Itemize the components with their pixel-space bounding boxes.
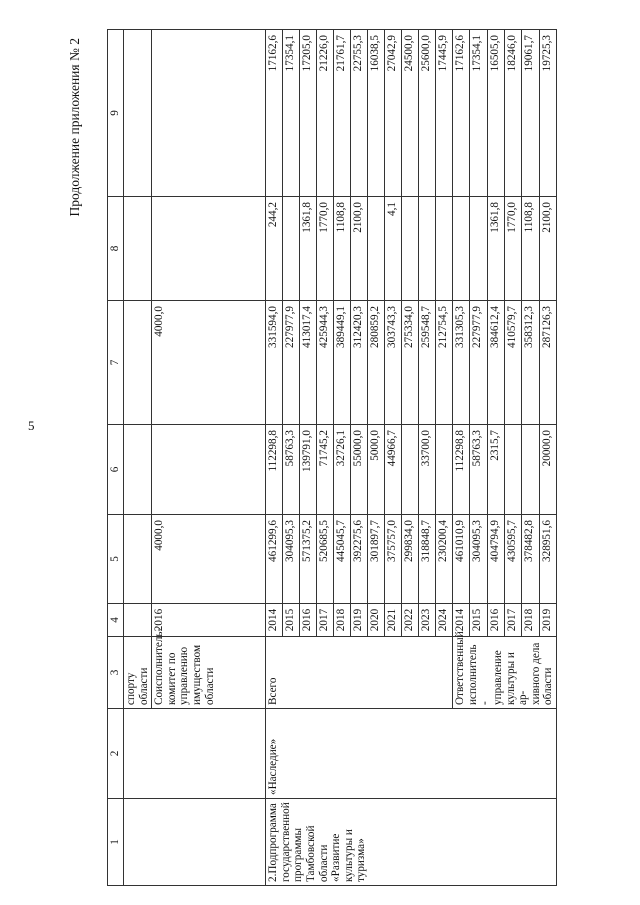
year-cell: 2016 bbox=[487, 604, 504, 637]
value-cell: 17205,0 bbox=[300, 30, 317, 197]
value-cell bbox=[505, 425, 522, 515]
value-cell: 5000,0 bbox=[368, 425, 385, 515]
value-cell: 303743,3 bbox=[385, 301, 402, 425]
value-cell: 21226,0 bbox=[317, 30, 334, 197]
value-cell: 1770,0 bbox=[317, 197, 334, 301]
value-cell: 312420,3 bbox=[351, 301, 368, 425]
value-cell: 287126,3 bbox=[539, 301, 556, 425]
value-cell: 425944,3 bbox=[317, 301, 334, 425]
value-cell bbox=[124, 197, 152, 301]
value-cell: 17445,9 bbox=[436, 30, 453, 197]
value-cell: 4,1 bbox=[385, 197, 402, 301]
value-cell: 21761,7 bbox=[334, 30, 351, 197]
value-cell: 212754,5 bbox=[436, 301, 453, 425]
column-number-row bbox=[108, 30, 124, 886]
value-cell: 392275,6 bbox=[351, 515, 368, 604]
column-number: 2 bbox=[108, 709, 124, 799]
table-row bbox=[266, 30, 283, 886]
value-cell: 410579,7 bbox=[505, 301, 522, 425]
year-cell: 2016 bbox=[300, 604, 317, 637]
executor-cell: Ответственный исполнитель - управление культуры и ар- хивного дела области bbox=[453, 637, 557, 709]
value-cell: 71745,2 bbox=[317, 425, 334, 515]
value-cell: 259548,7 bbox=[419, 301, 436, 425]
value-cell: 244,2 bbox=[266, 197, 283, 301]
year-cell: 2015 bbox=[470, 604, 487, 637]
year-cell: 2017 bbox=[505, 604, 522, 637]
value-cell: 389449,1 bbox=[334, 301, 351, 425]
value-cell: 1108,8 bbox=[334, 197, 351, 301]
executor-cell: Всего bbox=[266, 637, 453, 709]
value-cell: 1770,0 bbox=[505, 197, 522, 301]
value-cell: 299834,0 bbox=[402, 515, 419, 604]
value-cell: 22755,3 bbox=[351, 30, 368, 197]
value-cell: 378482,8 bbox=[522, 515, 539, 604]
value-cell: 304095,3 bbox=[470, 515, 487, 604]
value-cell bbox=[152, 425, 266, 515]
value-cell: 275334,0 bbox=[402, 301, 419, 425]
year-cell: 2017 bbox=[317, 604, 334, 637]
value-cell bbox=[283, 197, 300, 301]
value-cell bbox=[470, 197, 487, 301]
value-cell: 461299,6 bbox=[266, 515, 283, 604]
year-cell: 2016 bbox=[152, 604, 266, 637]
year-cell: 2023 bbox=[419, 604, 436, 637]
year-cell: 2014 bbox=[266, 604, 283, 637]
value-cell: 301897,7 bbox=[368, 515, 385, 604]
value-cell bbox=[368, 197, 385, 301]
column-number: 8 bbox=[108, 197, 124, 301]
empty-cell bbox=[124, 709, 266, 799]
value-cell: 430595,7 bbox=[505, 515, 522, 604]
value-cell: 139791,0 bbox=[300, 425, 317, 515]
value-cell: 18246,0 bbox=[505, 30, 522, 197]
column-number: 1 bbox=[108, 799, 124, 886]
value-cell: 375757,0 bbox=[385, 515, 402, 604]
value-cell: 328951,6 bbox=[539, 515, 556, 604]
year-cell: 2014 bbox=[453, 604, 470, 637]
rotated-page bbox=[67, 30, 595, 886]
executor-cell: Соисполнитель- комитет по управлению имуществом области bbox=[152, 637, 266, 709]
value-cell: 19061,7 bbox=[522, 30, 539, 197]
value-cell: 1361,8 bbox=[487, 197, 504, 301]
column-number: 7 bbox=[108, 301, 124, 425]
value-cell: 2100,0 bbox=[351, 197, 368, 301]
value-cell bbox=[402, 197, 419, 301]
year-cell: 2018 bbox=[522, 604, 539, 637]
value-cell: 1108,8 bbox=[522, 197, 539, 301]
value-cell: 17162,6 bbox=[453, 30, 470, 197]
value-cell: 230200,4 bbox=[436, 515, 453, 604]
value-cell bbox=[124, 30, 152, 197]
year-cell: 2015 bbox=[283, 604, 300, 637]
value-cell bbox=[124, 515, 152, 604]
year-cell: 2021 bbox=[385, 604, 402, 637]
year-cell: 2024 bbox=[436, 604, 453, 637]
column-number: 4 bbox=[108, 604, 124, 637]
value-cell: 33700,0 bbox=[419, 425, 436, 515]
year-cell: 2018 bbox=[334, 604, 351, 637]
value-cell bbox=[152, 197, 266, 301]
value-cell bbox=[453, 197, 470, 301]
value-cell: 16505,0 bbox=[487, 30, 504, 197]
value-cell: 1361,8 bbox=[300, 197, 317, 301]
appendix-caption: Продолжение приложения № 2 bbox=[67, 38, 82, 217]
value-cell: 445045,7 bbox=[334, 515, 351, 604]
value-cell bbox=[402, 425, 419, 515]
value-cell: 32726,1 bbox=[334, 425, 351, 515]
value-cell: 19725,3 bbox=[539, 30, 556, 197]
year-cell: 2019 bbox=[539, 604, 556, 637]
value-cell bbox=[436, 425, 453, 515]
column-number: 3 bbox=[108, 637, 124, 709]
value-cell bbox=[124, 425, 152, 515]
value-cell: 571375,2 bbox=[300, 515, 317, 604]
subprogram-name: «Наследие» bbox=[266, 709, 557, 799]
executor-cell: спорту области bbox=[124, 637, 152, 709]
value-cell bbox=[152, 30, 266, 197]
value-cell: 520685,5 bbox=[317, 515, 334, 604]
value-cell: 17354,1 bbox=[283, 30, 300, 197]
value-cell: 413017,4 bbox=[300, 301, 317, 425]
value-cell: 318848,7 bbox=[419, 515, 436, 604]
year-cell: 2020 bbox=[368, 604, 385, 637]
value-cell: 227977,9 bbox=[470, 301, 487, 425]
value-cell: 27042,9 bbox=[385, 30, 402, 197]
subprogram-title: 2.Подпрограмма государственной программы Тамбовской области «Развитие культуры и туризма» bbox=[266, 799, 557, 886]
value-cell: 2315,7 bbox=[487, 425, 504, 515]
value-cell bbox=[419, 197, 436, 301]
value-cell: 404794,9 bbox=[487, 515, 504, 604]
value-cell: 461010,9 bbox=[453, 515, 470, 604]
year-cell: 2019 bbox=[351, 604, 368, 637]
value-cell: 17162,6 bbox=[266, 30, 283, 197]
value-cell: 331594,0 bbox=[266, 301, 283, 425]
empty-cell bbox=[124, 799, 266, 886]
value-cell: 304095,3 bbox=[283, 515, 300, 604]
value-cell: 25600,0 bbox=[419, 30, 436, 197]
value-cell: 16038,5 bbox=[368, 30, 385, 197]
table-row bbox=[124, 30, 152, 886]
page-number: 5 bbox=[28, 418, 35, 433]
column-number: 5 bbox=[108, 515, 124, 604]
value-cell bbox=[124, 301, 152, 425]
value-cell: 20000,0 bbox=[539, 425, 556, 515]
value-cell: 4000,0 bbox=[152, 515, 266, 604]
value-cell: 58763,3 bbox=[283, 425, 300, 515]
value-cell: 384612,4 bbox=[487, 301, 504, 425]
value-cell: 112298,8 bbox=[266, 425, 283, 515]
value-cell bbox=[436, 197, 453, 301]
value-cell: 17354,1 bbox=[470, 30, 487, 197]
value-cell: 227977,9 bbox=[283, 301, 300, 425]
column-number: 9 bbox=[108, 30, 124, 197]
value-cell: 58763,3 bbox=[470, 425, 487, 515]
value-cell: 358312,3 bbox=[522, 301, 539, 425]
value-cell: 2100,0 bbox=[539, 197, 556, 301]
value-cell: 331305,3 bbox=[453, 301, 470, 425]
value-cell bbox=[522, 425, 539, 515]
budget-table bbox=[107, 29, 557, 886]
year-cell bbox=[124, 604, 152, 637]
value-cell: 55000,0 bbox=[351, 425, 368, 515]
year-cell: 2022 bbox=[402, 604, 419, 637]
value-cell: 44966,7 bbox=[385, 425, 402, 515]
value-cell: 280859,2 bbox=[368, 301, 385, 425]
column-number: 6 bbox=[108, 425, 124, 515]
value-cell: 24500,0 bbox=[402, 30, 419, 197]
value-cell: 112298,8 bbox=[453, 425, 470, 515]
value-cell: 4000,0 bbox=[152, 301, 266, 425]
